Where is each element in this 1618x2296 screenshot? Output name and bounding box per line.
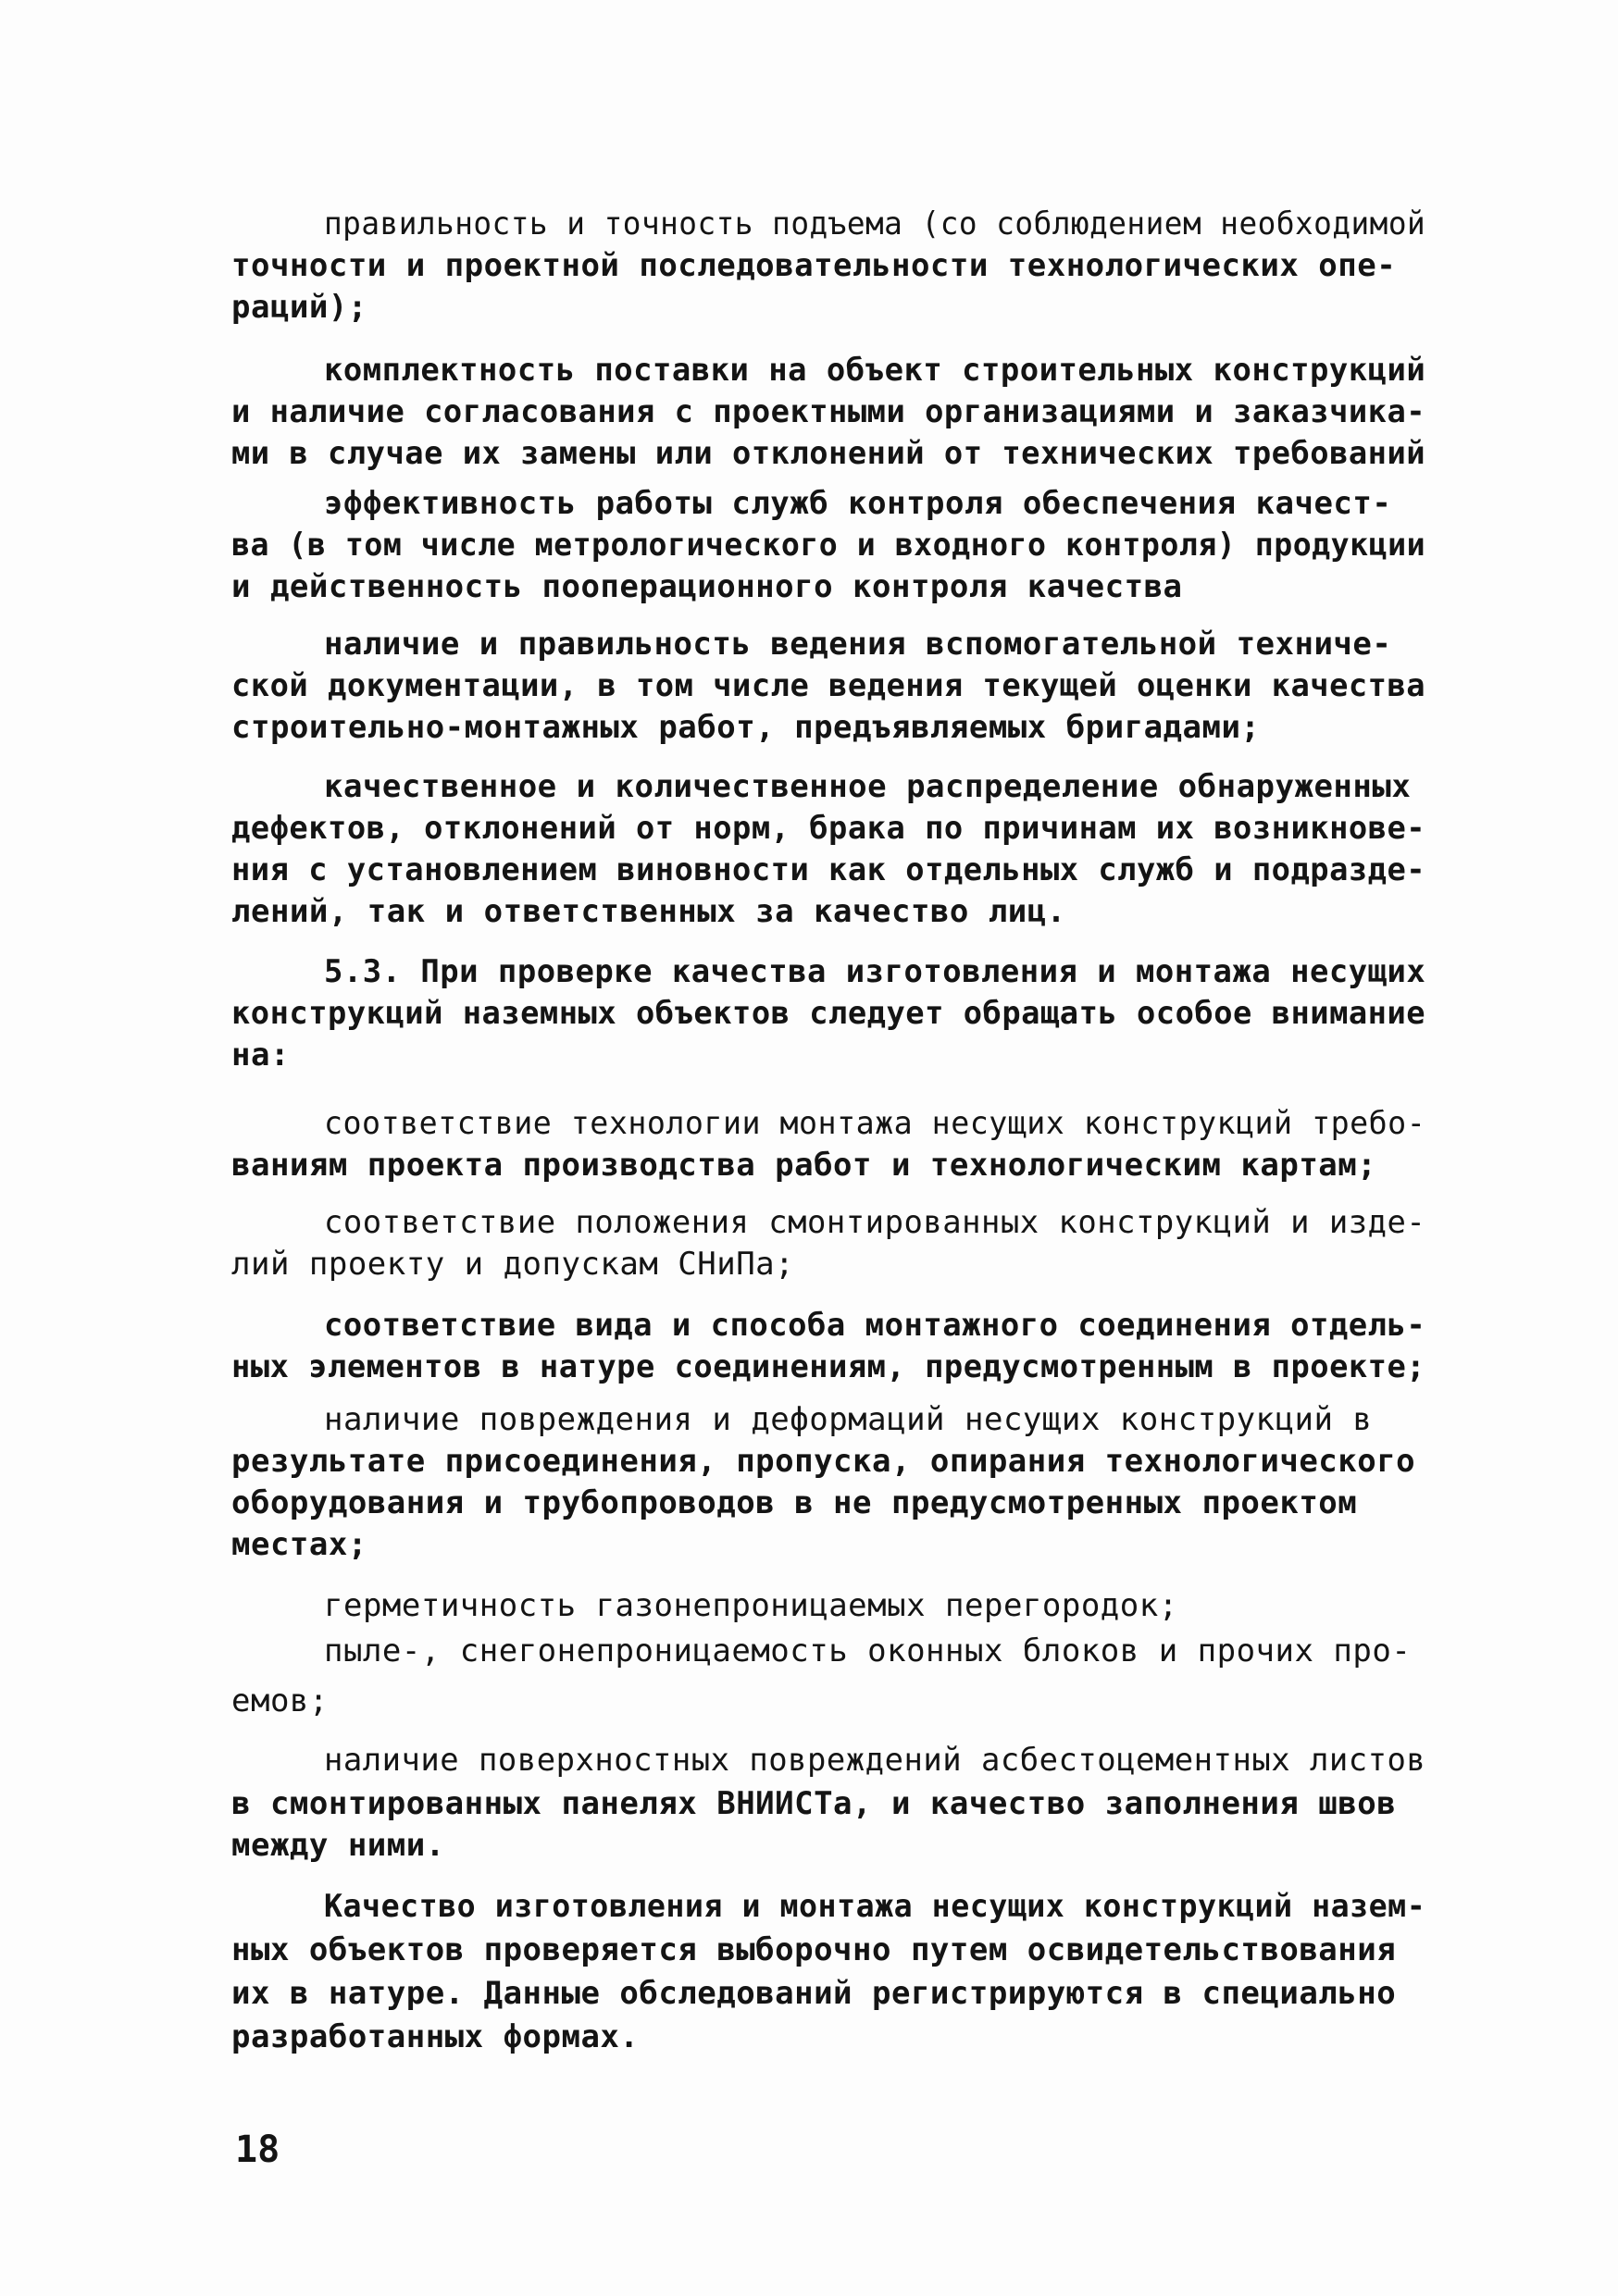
text-line: ваниям проекта производства работ и технологическим картам; [231, 1147, 1377, 1184]
text-line: наличие поверхностных повреждений асбестоцементных листов [324, 1742, 1426, 1779]
text-line: в смонтированных панелях ВНИИСТа, и качество заполнения швов [231, 1785, 1397, 1822]
text-line: раций); [231, 289, 367, 326]
text-line: ской документации, в том числе ведения текущей оценки качества [231, 667, 1426, 704]
text-line: лий проекту и допускам СНиПа; [231, 1246, 795, 1283]
text-line: наличие и правильность ведения вспомогательной техниче- [324, 626, 1392, 663]
page-number: 18 [235, 2128, 280, 2171]
text-line: Качество изготовления и монтажа несущих конструкций назем- [324, 1888, 1426, 1925]
text-line: между ними. [231, 1827, 445, 1864]
text-line: лений, так и ответственных за качество лиц. [231, 893, 1066, 930]
text-line: ми в случае их замены или отклонений от технических требований [231, 435, 1426, 472]
text-line: соответствие технологии монтажа несущих конструкций требо- [324, 1105, 1426, 1142]
text-line: правильность и точность подъема (со соблюдением необходимой [324, 205, 1426, 242]
text-line: ва (в том числе метрологического и входного контроля) продукции [231, 527, 1426, 564]
text-line: соответствие положения смонтированных конструкций и изде- [324, 1204, 1426, 1241]
text-line: оборудования и трубопроводов в не предусмотренных проектом [231, 1484, 1358, 1521]
text-line: результате присоединения, пропуска, опирания технологического [231, 1443, 1416, 1480]
text-line: и наличие согласования с проектными организациями и заказчика- [231, 393, 1426, 430]
text-line: конструкций наземных объектов следует обращать особое внимание [231, 995, 1426, 1032]
text-line: герметичность газонепроницаемых перегородок; [324, 1587, 1178, 1624]
text-line: качественное и количественное распределение обнаруженных [324, 768, 1412, 805]
text-line: их в натуре. Данные обследований регистрируются в специально [231, 1975, 1397, 2012]
text-line: ных элементов в натуре соединениям, предусмотренным в проекте; [231, 1348, 1426, 1385]
text-line: разработанных формах. [231, 2018, 640, 2055]
text-line: точности и проектной последовательности технологических опе- [231, 247, 1397, 284]
text-line: комплектность поставки на объект строительных конструкций [324, 352, 1426, 389]
text-line: пыле-, снегонепроницаемость оконных блоков и прочих про- [324, 1632, 1412, 1669]
text-line: емов; [231, 1682, 329, 1719]
text-line: и действенность пооперационного контроля качества [231, 568, 1183, 605]
text-line: на: [231, 1036, 290, 1074]
text-line: эффективность работы служб контроля обеспечения качест- [324, 485, 1392, 522]
text-line: соответствие вида и способа монтажного соединения отдель- [324, 1307, 1426, 1344]
text-line: местах; [231, 1526, 367, 1563]
text-line: ных объектов проверяется выборочно путем освидетельствования [231, 1931, 1397, 1968]
text-line: 5.3. При проверке качества изготовления и монтажа несущих [324, 953, 1426, 990]
text-line: ния с установлением виновности как отдельных служб и подразде- [231, 851, 1426, 888]
text-line: дефектов, отклонений от норм, брака по причинам их возникнове- [231, 810, 1426, 847]
text-line: наличие повреждения и деформаций несущих конструкций в [324, 1401, 1373, 1438]
text-line: строительно-монтажных работ, предъявляемых бригадами; [231, 709, 1261, 746]
